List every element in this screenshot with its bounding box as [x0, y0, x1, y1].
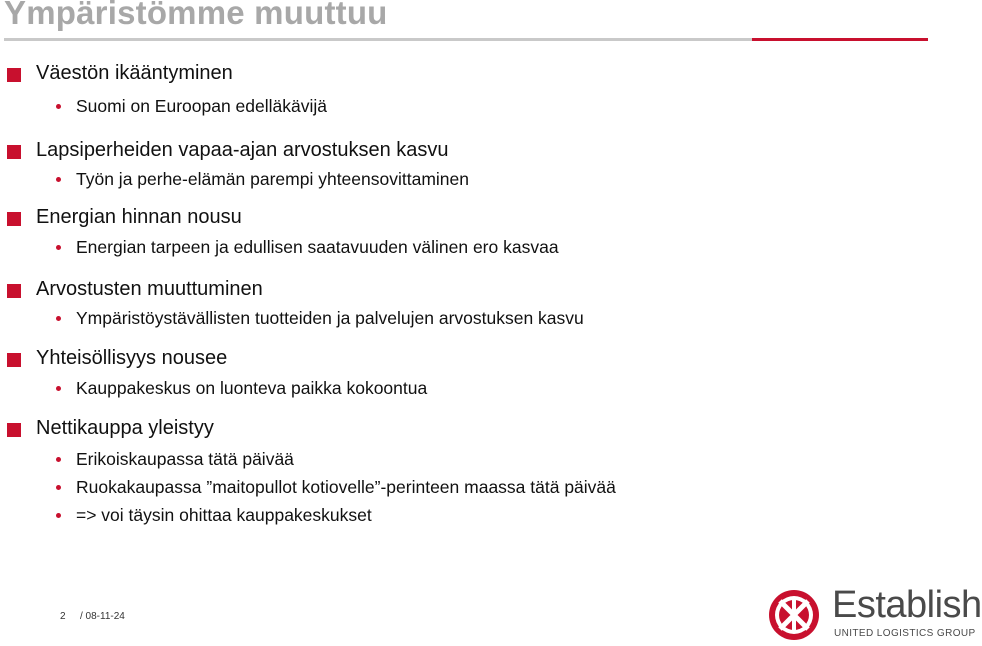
list-subitem	[0, 98, 960, 126]
section-heading: Väestön ikääntyminen	[36, 62, 233, 84]
section-heading: Arvostusten muuttuminen	[36, 278, 263, 300]
list-item	[0, 64, 960, 92]
list-subitem	[0, 239, 960, 267]
list-section	[0, 349, 960, 408]
dot-bullet-icon	[56, 513, 61, 518]
title-divider	[4, 38, 752, 41]
logo-tagline: UNITED LOGISTICS GROUP	[834, 628, 976, 639]
dot-bullet-icon	[56, 316, 61, 321]
square-bullet-icon	[7, 353, 21, 367]
list-item	[0, 349, 960, 377]
subitem-text: => voi täysin ohittaa kauppakeskukset	[76, 505, 372, 525]
dot-bullet-icon	[56, 177, 61, 182]
footer-date: / 08-11-24	[80, 611, 125, 622]
logo-name: Establish	[832, 584, 982, 626]
subitem-text: Ruokakaupassa ”maitopullot kotiovelle”-perinteen maassa tätä päivää	[76, 477, 616, 497]
list-subitem	[0, 171, 960, 199]
list-subitem	[0, 479, 960, 507]
company-logo	[766, 584, 982, 644]
list-item	[0, 280, 960, 308]
subitem-text: Energian tarpeen ja edullisen saatavuuden välinen ero kasvaa	[76, 237, 559, 257]
list-section	[0, 208, 960, 267]
list-item	[0, 419, 960, 447]
square-bullet-icon	[7, 284, 21, 298]
subitem-text: Kauppakeskus on luonteva paikka kokoontua	[76, 378, 428, 398]
section-heading: Lapsiperheiden vapaa-ajan arvostuksen kasvu	[36, 139, 449, 161]
section-heading: Yhteisöllisyys nousee	[36, 347, 228, 369]
square-bullet-icon	[7, 423, 21, 437]
list-item	[0, 141, 960, 169]
establish-logo-icon	[766, 588, 822, 642]
list-section	[0, 280, 960, 338]
square-bullet-icon	[7, 145, 21, 159]
list-subitem	[0, 380, 960, 408]
list-section	[0, 141, 960, 199]
subitem-text: Suomi on Euroopan edelläkävijä	[76, 96, 327, 116]
dot-bullet-icon	[56, 386, 61, 391]
subitem-text: Ympäristöystävällisten tuotteiden ja palvelujen arvostuksen kasvu	[76, 308, 584, 328]
subitem-text: Työn ja perhe-elämän parempi yhteensovittaminen	[76, 169, 469, 189]
list-section	[0, 64, 960, 126]
list-subitem	[0, 451, 960, 479]
page-number: 2	[60, 611, 66, 622]
title-divider-accent	[752, 38, 928, 41]
list-subitem	[0, 507, 960, 535]
square-bullet-icon	[7, 68, 21, 82]
list-section	[0, 419, 960, 535]
dot-bullet-icon	[56, 457, 61, 462]
page-title: Ympäristömme muuttuu	[4, 0, 388, 31]
section-heading: Nettikauppa yleistyy	[36, 417, 214, 439]
dot-bullet-icon	[56, 485, 61, 490]
list-subitem	[0, 310, 960, 338]
section-heading: Energian hinnan nousu	[36, 206, 242, 228]
dot-bullet-icon	[56, 104, 61, 109]
dot-bullet-icon	[56, 245, 61, 250]
list-item	[0, 208, 960, 236]
subitem-text: Erikoiskaupassa tätä päivää	[76, 449, 294, 469]
square-bullet-icon	[7, 212, 21, 226]
